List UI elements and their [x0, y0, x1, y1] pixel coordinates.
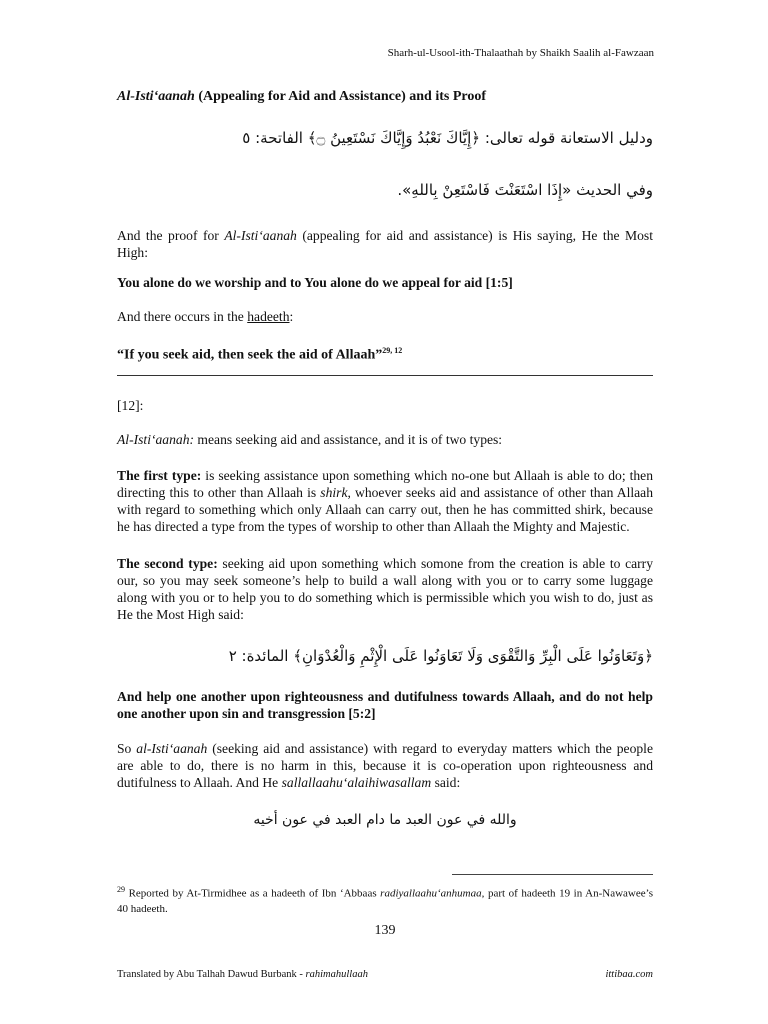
verse-translation-1: You alone do we worship and to You alone do we appeal for aid [1:5] — [117, 275, 513, 290]
page-number: 139 — [374, 923, 396, 938]
title-italic: Al-Isti‘aanah — [117, 89, 195, 104]
second-type-paragraph: The second type: seeking aid upon something which somone from the creation is able to carry our, so you may seek someone’s help to build a wall along with you or to carry some luggage along with you or to help you to do something which is permissible which you wish to do, just as He the Most High said: — [117, 556, 653, 622]
arabic-hadeeth-2: والله في عون العبد ما دام العبد في عون أخيه — [253, 812, 517, 828]
arabic-hadeeth: وفي الحديث «إِذَا اسْتَعَنْتَ فَاسْتَعِنْ بِاللهِ». — [397, 181, 653, 199]
divider — [117, 375, 653, 376]
footnote-29: $^{29}$ Reported by At-Tirmidhee as a hadeeth of Ibn ‘Abbaas radiyallaahu‘anhumaa, part of hadeeth 19 in An-Nawawee’s 40 hadeeth. — [117, 885, 653, 915]
first-type-paragraph: The first type: is seeking assistance upon something which no-one but Allaah is able to do; then directing this to other than Allaah is shirk, whoever seeks aid and assistance of other than Allaah with regard to something which only Allaah can carry out, then he has committed shirk, because he has directed a type from the types of worship to other than Allaah the Mighty and Majestic. — [117, 468, 654, 534]
note-definition: Al-Isti‘aanah: means seeking aid and assistance, and it is of two types: — [117, 432, 503, 447]
verse-translation-2: And help one another upon righteousness and dutifulness towards Allaah, and do not help one another upon sin and transgression [5:2] — [117, 689, 653, 721]
footer-site: ittibaa.com — [605, 969, 653, 980]
paragraph-everyday: So al-Isti‘aanah (seeking aid and assistance) with regard to everyday matters which the people are able to do, there is no harm in this, because it is co-operation upon righteousness and dutifulness to Allaah. And He sallallaahu‘alaihiwasallam said: — [117, 741, 653, 790]
footnote-rule — [452, 874, 653, 875]
hadeeth-translation: “If you seek aid, then seek the aid of Allaah”$^{29, 12}$ — [117, 346, 403, 363]
arabic-verse-5-2: ﴿وَتَعَاوَنُوا عَلَى الْبِرِّ وَالتَّقْوَى وَلَا تَعَاوَنُوا عَلَى الْإِثْمِ وَالْعُدْوَانِ﴾ المائدة: ٢ — [228, 647, 653, 665]
title-rest: (Appealing for Aid and Assistance) and its Proof — [194, 89, 487, 104]
paragraph-hadeeth-intro: And there occurs in the hadeeth: — [117, 309, 294, 324]
note-ref: [12]: — [117, 398, 144, 413]
section-title — [117, 88, 653, 105]
running-header: Sharh-ul-Usool-ith-Thalaathah by Shaikh Saalih al-Fawzaan — [387, 47, 654, 59]
arabic-proof: ودليل الاستعانة قوله تعالى: ﴿إِيَّاكَ نَعْبُدُ وَإِيَّاكَ نَسْتَعِينُ ۝﴾ الفاتحة: ٥ — [242, 129, 653, 147]
footer: Translated by Abu Talhah Dawud Burbank - rahimahullaah ittibaa.com — [117, 966, 653, 983]
paragraph-proof: And the proof for Al-Isti‘aanah (appealing for aid and assistance) is His saying, He the Most High: — [117, 228, 653, 260]
